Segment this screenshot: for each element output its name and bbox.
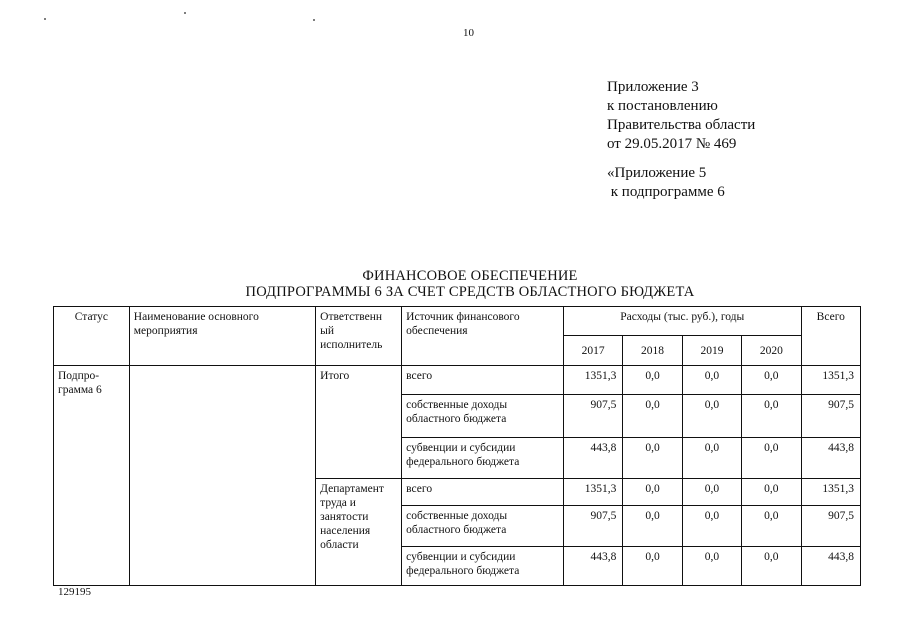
quote-line: к подпрограмме 6 xyxy=(607,184,725,200)
header-expenses: Расходы (тыс. руб.), годы xyxy=(563,307,801,336)
value-cell: 0,0 xyxy=(682,506,741,547)
total-cell: 1351,3 xyxy=(801,479,860,506)
value-cell: 1351,3 xyxy=(563,366,622,395)
value-cell: 0,0 xyxy=(742,438,801,479)
source-cell: всего xyxy=(402,366,564,395)
header-year: 2019 xyxy=(682,336,741,366)
appendix-block xyxy=(607,78,755,154)
value-cell: 0,0 xyxy=(742,366,801,395)
value-cell: 0,0 xyxy=(742,547,801,586)
title-line-1: ФИНАНСОВОЕ ОБЕСПЕЧЕНИЕ xyxy=(362,268,578,284)
value-cell: 1351,3 xyxy=(563,479,622,506)
responsible-cell: Департамент труда и занятости населения области xyxy=(316,479,402,586)
name-cell xyxy=(129,366,315,586)
value-cell: 0,0 xyxy=(682,366,741,395)
value-cell: 443,8 xyxy=(563,438,622,479)
document-title xyxy=(120,268,820,300)
scan-speck xyxy=(313,19,315,21)
responsible-cell: Итого xyxy=(316,366,402,479)
header-source: Источник финансового обеспечения xyxy=(402,307,564,366)
value-cell: 0,0 xyxy=(623,506,682,547)
scan-speck xyxy=(184,12,186,14)
header-responsible: Ответственн ый исполнитель xyxy=(316,307,402,366)
value-cell: 907,5 xyxy=(563,506,622,547)
value-cell: 0,0 xyxy=(682,395,741,438)
value-cell: 0,0 xyxy=(623,547,682,586)
source-cell: собственные доходы областного бюджета xyxy=(402,395,564,438)
scan-speck xyxy=(44,18,46,20)
page-number: 10 xyxy=(463,27,474,39)
value-cell: 0,0 xyxy=(682,547,741,586)
value-cell: 0,0 xyxy=(682,438,741,479)
appendix-line: Приложение 3 xyxy=(607,79,699,95)
value-cell: 0,0 xyxy=(623,395,682,438)
appendix-line: Правительства области xyxy=(607,117,756,133)
value-cell: 907,5 xyxy=(563,395,622,438)
value-cell: 0,0 xyxy=(623,438,682,479)
value-cell: 0,0 xyxy=(623,366,682,395)
value-cell: 0,0 xyxy=(682,479,741,506)
appendix-line: от 29.05.2017 № 469 xyxy=(607,136,737,152)
total-cell: 907,5 xyxy=(801,395,860,438)
value-cell: 0,0 xyxy=(742,479,801,506)
table-header-row xyxy=(54,307,861,336)
total-cell: 443,8 xyxy=(801,547,860,586)
header-year: 2018 xyxy=(623,336,682,366)
status-cell: Подпро-грамма 6 xyxy=(54,366,130,586)
header-total: Всего xyxy=(801,307,860,366)
document-code: 129195 xyxy=(58,586,91,598)
header-name: Наименование основного мероприятия xyxy=(129,307,315,366)
total-cell: 1351,3 xyxy=(801,366,860,395)
financing-table xyxy=(53,306,861,586)
value-cell: 0,0 xyxy=(623,479,682,506)
table-row xyxy=(54,366,861,395)
appendix-line: к постановлению xyxy=(607,98,718,114)
value-cell: 0,0 xyxy=(742,506,801,547)
header-year: 2020 xyxy=(742,336,801,366)
quote-line: «Приложение 5 xyxy=(607,165,707,181)
source-cell: собственные доходы областного бюджета xyxy=(402,506,564,547)
source-cell: субвенции и субсидии федерального бюджета xyxy=(402,438,564,479)
value-cell: 0,0 xyxy=(742,395,801,438)
header-year: 2017 xyxy=(563,336,622,366)
total-cell: 907,5 xyxy=(801,506,860,547)
total-cell: 443,8 xyxy=(801,438,860,479)
source-cell: субвенции и субсидии федерального бюджета xyxy=(402,547,564,586)
quote-block xyxy=(607,164,725,202)
title-line-2: ПОДПРОГРАММЫ 6 ЗА СЧЕТ СРЕДСТВ ОБЛАСТНОГО БЮДЖЕТА xyxy=(245,284,695,300)
header-status: Статус xyxy=(54,307,130,366)
value-cell: 443,8 xyxy=(563,547,622,586)
source-cell: всего xyxy=(402,479,564,506)
